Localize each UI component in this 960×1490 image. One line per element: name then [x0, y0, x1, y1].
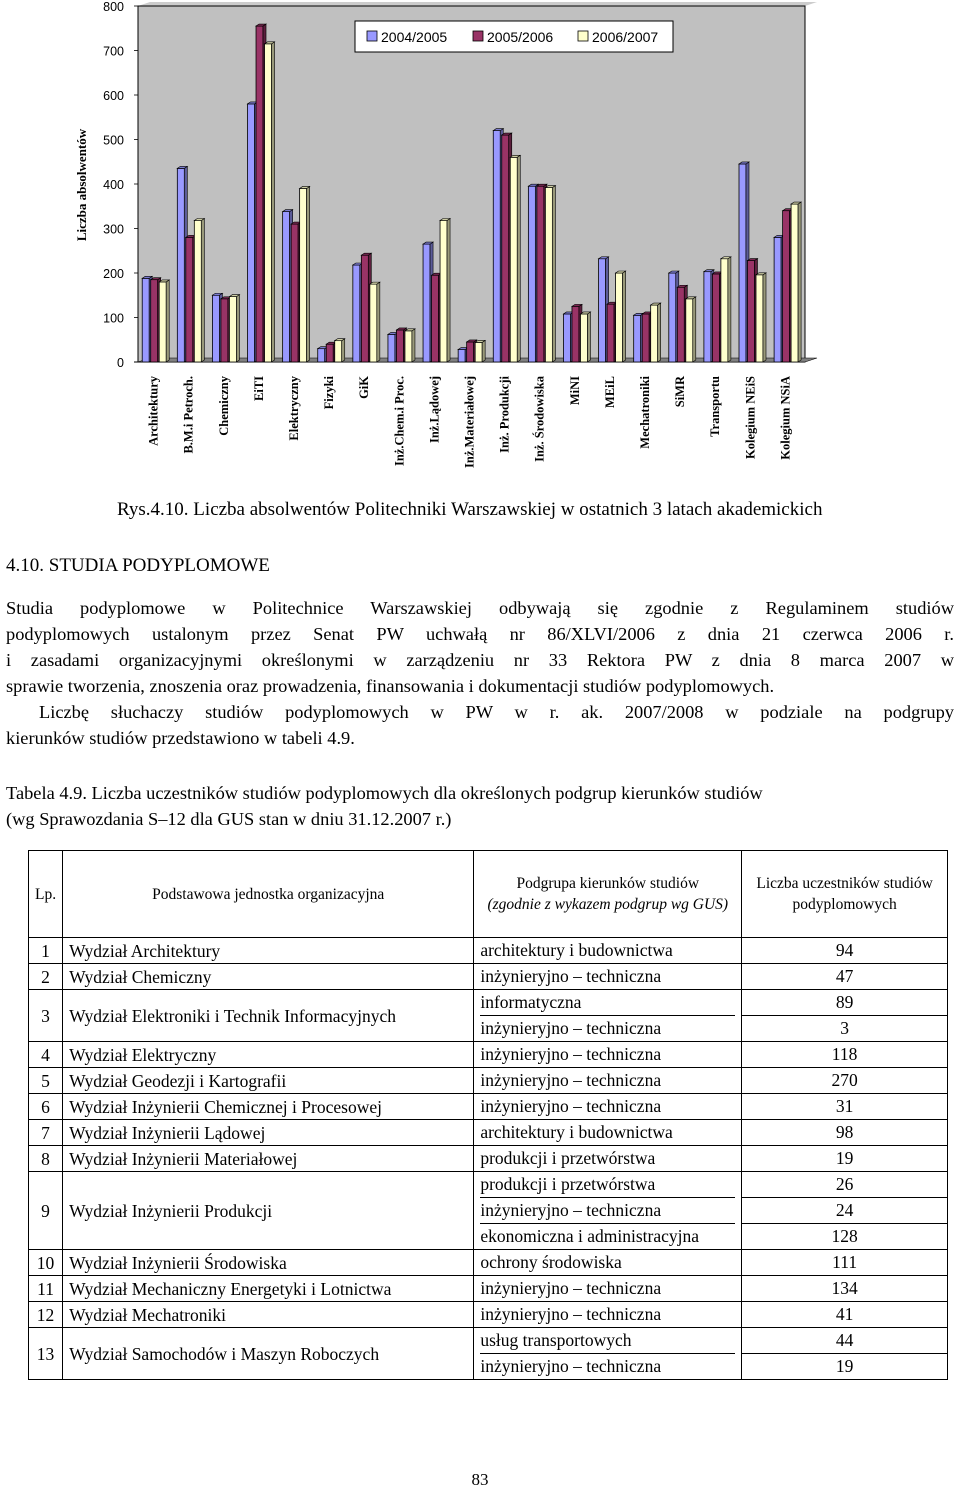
y-tick-label: 800 — [103, 0, 124, 14]
bar — [265, 42, 275, 362]
row-groups — [474, 1094, 742, 1120]
row-groups — [474, 1120, 742, 1146]
row-unit: Wydział Samochodów i Maszyn Roboczych — [63, 1328, 474, 1380]
header-unit: Podstawowa jednostka organizacyjna — [63, 851, 474, 938]
row-lp: 9 — [29, 1172, 63, 1250]
bar — [756, 273, 766, 362]
header-group-main: Podgrupa kierunków studiów — [516, 875, 700, 892]
table-row — [29, 1250, 948, 1276]
section-title: 4.10. STUDIA PODYPLOMOWE — [6, 555, 270, 576]
legend-swatch — [367, 31, 377, 41]
row-counts — [742, 1146, 948, 1172]
x-tick-label: Mechatroniki — [638, 376, 653, 449]
table-caption-line: Tabela 4.9. Liczba uczestników studiów podyplomowych dla określonych podgrup kierunków studiów — [6, 783, 763, 803]
plot-top-edge — [138, 2, 817, 6]
paragraph-line: sprawie tworzenia, znoszenia oraz prowadzenia, finansowania i dokumentacji studiów podyplomowych. — [6, 676, 775, 696]
bar — [370, 282, 380, 362]
group-count: 134 — [831, 1278, 858, 1298]
x-tick-label: MiNI — [567, 376, 582, 406]
bar — [475, 340, 485, 362]
table-row — [29, 938, 948, 964]
row-groups — [474, 938, 742, 964]
y-tick-label: 300 — [103, 222, 124, 237]
paragraph-line: Liczbę słuchaczy studiów podyplomowych w PW w r. ak. 2007/2008 w podziale na podgrupy — [39, 702, 954, 722]
bar — [791, 202, 801, 362]
row-unit: Wydział Geodezji i Kartografii — [63, 1068, 474, 1094]
page-number: 83 — [471, 1470, 489, 1489]
group-count: 89 — [835, 992, 854, 1012]
group-count: 26 — [835, 1174, 854, 1194]
x-tick-label: Inż.Chem.i Proc. — [392, 376, 407, 467]
group-name: inżynieryjno – techniczna — [480, 1197, 735, 1223]
row-counts — [742, 964, 948, 990]
row-counts — [742, 1120, 948, 1146]
paragraph-2 — [6, 699, 954, 751]
bar — [440, 218, 450, 362]
header-group-note: (zgodnie z wykazem podgrup wg GUS) — [487, 896, 729, 913]
legend-label: 2004/2005 — [381, 29, 448, 45]
group-count: 98 — [835, 1122, 854, 1142]
y-tick-label: 400 — [103, 178, 124, 192]
header-lp: Lp. — [29, 851, 63, 938]
row-groups — [474, 1328, 742, 1380]
group-name: usług transportowych — [480, 1330, 632, 1350]
x-tick-label: GiK — [357, 376, 372, 399]
table-body — [29, 938, 948, 1380]
group-name: produkcji i przetwórstwa — [480, 1148, 656, 1168]
x-tick-label: Architektury — [146, 376, 161, 446]
x-tick-label: Chemiczny — [216, 376, 231, 436]
row-unit: Wydział Inżynierii Chemicznej i Procesowej — [63, 1094, 474, 1120]
row-unit: Wydział Chemiczny — [63, 964, 474, 990]
bar-chart — [0, 0, 960, 490]
bar — [686, 297, 696, 362]
group-name: inżynieryjno – techniczna — [480, 966, 662, 986]
group-count: 41 — [835, 1304, 854, 1324]
table-caption — [6, 780, 954, 832]
row-counts — [742, 1068, 948, 1094]
x-tick-label: Kolegium NEiS — [743, 376, 758, 459]
row-counts — [742, 1250, 948, 1276]
row-counts — [742, 1328, 948, 1380]
row-unit: Wydział Inżynierii Materiałowej — [63, 1146, 474, 1172]
bar — [510, 155, 520, 362]
group-count: 19 — [742, 1353, 947, 1379]
group-name: inżynieryjno – techniczna — [480, 1044, 662, 1064]
group-count: 3 — [742, 1015, 947, 1041]
x-tick-label: Inż. Środowiska — [532, 376, 547, 462]
row-groups — [474, 964, 742, 990]
row-counts — [742, 990, 948, 1042]
y-axis-label: Liczba absolwentów — [74, 128, 89, 242]
bar — [335, 339, 345, 362]
group-count: 47 — [835, 966, 854, 986]
table-caption-line: (wg Sprawozdania S–12 dla GUS stan w dniu 31.12.2007 r.) — [6, 809, 452, 829]
row-groups — [474, 1146, 742, 1172]
table-row — [29, 1042, 948, 1068]
row-counts — [742, 1042, 948, 1068]
row-groups — [474, 1068, 742, 1094]
row-unit: Wydział Inżynierii Produkcji — [63, 1172, 474, 1250]
row-groups — [474, 1302, 742, 1328]
row-groups — [474, 1042, 742, 1068]
legend-label: 2005/2006 — [487, 29, 554, 45]
y-tick-label: 200 — [103, 267, 124, 281]
bar — [545, 186, 555, 362]
row-lp: 13 — [29, 1328, 63, 1380]
x-tick-label: SiMR — [673, 376, 688, 408]
group-name: architektury i budownictwa — [480, 940, 673, 960]
row-counts — [742, 1094, 948, 1120]
row-counts — [742, 1276, 948, 1302]
table-row — [29, 964, 948, 990]
group-name: architektury i budownictwa — [480, 1122, 673, 1142]
figure-caption: Rys.4.10. Liczba absolwentów Politechniki Warszawskiej w ostatnich 3 latach akademickich — [117, 499, 823, 520]
paragraph-line: i zasadami organizacyjnymi określonymi w zarządzeniu nr 33 Rektora PW z dnia 8 marca 2007 w — [6, 650, 954, 670]
table-row — [29, 1172, 948, 1250]
group-count: 19 — [835, 1148, 854, 1168]
legend-label: 2006/2007 — [592, 29, 659, 45]
bar — [405, 329, 415, 362]
y-axis-ticks — [103, 0, 138, 370]
row-lp: 1 — [29, 938, 63, 964]
table-row — [29, 1146, 948, 1172]
table-row — [29, 1276, 948, 1302]
row-counts — [742, 1172, 948, 1250]
x-tick-label: MEiL — [602, 376, 617, 408]
row-counts — [742, 1302, 948, 1328]
row-lp: 4 — [29, 1042, 63, 1068]
row-lp: 2 — [29, 964, 63, 990]
x-tick-label: Kolegium NSiA — [778, 376, 793, 460]
y-tick-label: 0 — [117, 356, 124, 370]
paragraph-1 — [6, 595, 954, 699]
row-lp: 7 — [29, 1120, 63, 1146]
header-count: Liczba uczestników studiów podyplomowych — [742, 851, 948, 938]
row-unit: Wydział Elektryczny — [63, 1042, 474, 1068]
group-count: 24 — [742, 1197, 947, 1223]
group-count: 44 — [835, 1330, 854, 1350]
group-count: 31 — [835, 1096, 854, 1116]
legend-swatch — [473, 31, 483, 41]
group-count: 111 — [832, 1252, 858, 1272]
paragraph-line: kierunków studiów przedstawiono w tabeli 4.9. — [6, 728, 355, 748]
x-tick-label: EiTI — [251, 376, 266, 402]
paragraph-line: Studia podyplomowe w Politechnice Warszawskiej odbywają się zgodnie z Regulaminem studiów — [6, 598, 954, 618]
y-tick-label: 100 — [103, 311, 124, 326]
group-name: inżynieryjno – techniczna — [480, 1353, 735, 1379]
row-unit: Wydział Mechatroniki — [63, 1302, 474, 1328]
group-name: inżynieryjno – techniczna — [480, 1096, 662, 1116]
y-tick-label: 500 — [103, 133, 124, 148]
legend — [355, 21, 673, 52]
row-unit: Wydział Elektroniki i Technik Informacyjnych — [63, 990, 474, 1042]
table-row — [29, 1328, 948, 1380]
bar — [616, 271, 626, 362]
row-unit: Wydział Architektury — [63, 938, 474, 964]
group-name: inżynieryjno – techniczna — [480, 1278, 662, 1298]
group-count: 94 — [835, 940, 854, 960]
row-counts — [742, 938, 948, 964]
table-row — [29, 1120, 948, 1146]
x-tick-label: Elektryczny — [286, 376, 301, 441]
row-unit: Wydział Inżynierii Lądowej — [63, 1120, 474, 1146]
bar — [159, 280, 169, 362]
row-groups — [474, 1172, 742, 1250]
row-groups — [474, 990, 742, 1042]
row-unit: Wydział Mechaniczny Energetyki i Lotnictwa — [63, 1276, 474, 1302]
row-lp: 12 — [29, 1302, 63, 1328]
header-group — [474, 851, 742, 938]
group-name: inżynieryjno – techniczna — [480, 1304, 662, 1324]
x-tick-label: Inż.Lądowej — [427, 376, 442, 444]
row-lp: 10 — [29, 1250, 63, 1276]
group-name: produkcji i przetwórstwa — [480, 1174, 656, 1194]
row-lp: 11 — [29, 1276, 63, 1302]
table-row — [29, 1068, 948, 1094]
group-name: ekonomiczna i administracyjna — [480, 1223, 735, 1249]
row-lp: 3 — [29, 990, 63, 1042]
y-tick-label: 700 — [103, 44, 124, 59]
table-row — [29, 1302, 948, 1328]
row-groups — [474, 1276, 742, 1302]
group-count: 128 — [742, 1223, 947, 1249]
x-tick-label: Transportu — [708, 376, 723, 437]
bar — [721, 257, 731, 362]
y-tick-label: 600 — [103, 89, 124, 103]
table-row — [29, 1094, 948, 1120]
row-lp: 8 — [29, 1146, 63, 1172]
table-row — [29, 990, 948, 1042]
bar — [580, 312, 590, 362]
x-tick-label: Inż.Materiałowej — [462, 376, 477, 468]
row-unit: Wydział Inżynierii Środowiska — [63, 1250, 474, 1276]
table-header-row — [29, 851, 948, 938]
bar — [651, 303, 661, 362]
group-name: ochrony środowiska — [480, 1252, 622, 1272]
row-lp: 5 — [29, 1068, 63, 1094]
legend-swatch — [578, 31, 588, 41]
participants-table — [28, 850, 948, 1380]
x-tick-label: Inż. Produkcji — [497, 376, 512, 453]
bar — [194, 218, 204, 362]
group-name: inżynieryjno – techniczna — [480, 1070, 662, 1090]
row-groups — [474, 1250, 742, 1276]
paragraph-line: podyplomowych ustalonym przez Senat PW uchwałą nr 86/XLVI/2006 z dnia 21 czerwca 2006 r. — [6, 624, 954, 644]
x-axis-labels — [147, 375, 793, 468]
group-count: 270 — [831, 1070, 858, 1090]
group-count: 118 — [831, 1044, 858, 1064]
group-name: informatyczna — [480, 992, 582, 1012]
x-tick-label: Fizyki — [322, 376, 337, 410]
group-name: inżynieryjno – techniczna — [480, 1015, 735, 1041]
x-tick-label: B.M.i Petroch. — [181, 376, 196, 454]
bar — [229, 295, 239, 362]
row-lp: 6 — [29, 1094, 63, 1120]
bar — [300, 186, 310, 362]
